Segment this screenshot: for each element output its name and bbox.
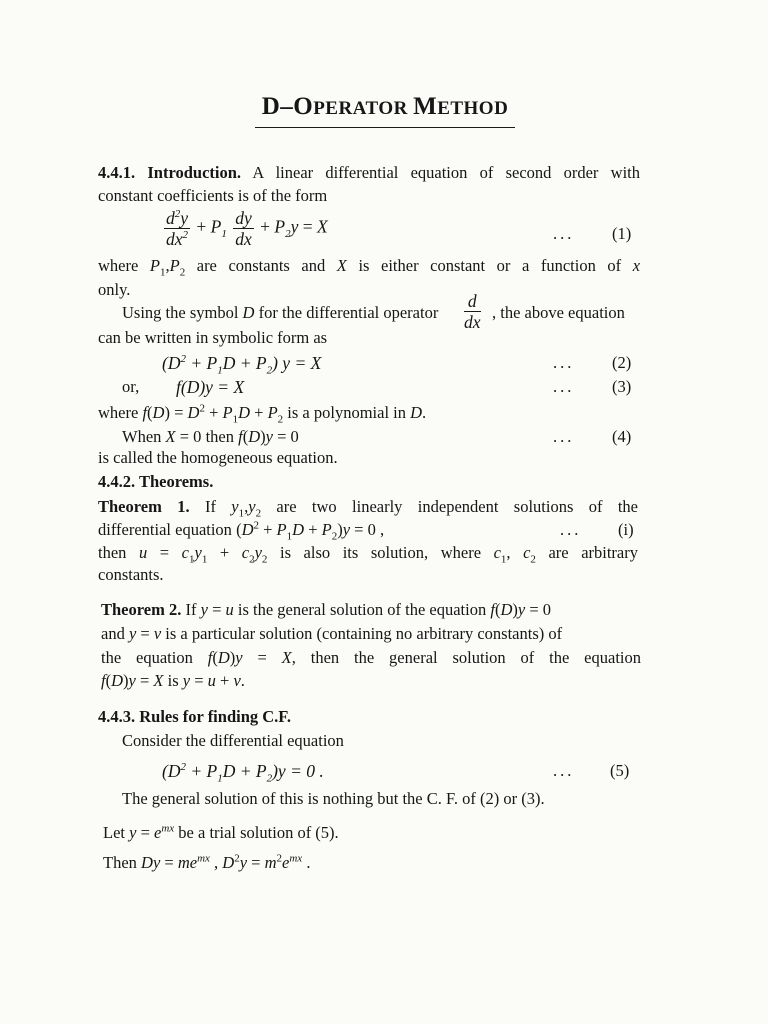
intro-line-1: 4.4.1. Introduction. A linear differential equation of second order with — [98, 163, 640, 182]
intro-only: only. — [98, 280, 131, 299]
theorem-2-line-2: and y = v is a particular solution (containing no arbitrary constants) of — [101, 624, 563, 643]
theorem-1-line-1: Theorem 1. If $y_1,y_2$ are two linearly independent solutions of the — [98, 497, 638, 520]
intro-symbolic: can be written in symbolic form as — [98, 328, 328, 347]
theorem-2-line-1: Theorem 2. If y = u is the general solution of the equation f(D)y = 0 — [101, 600, 552, 619]
intro-using-tail: , the above equation — [492, 303, 625, 322]
theorem-1-line-3: then $u = c_1y_1 + c_2y_2$ is also its solution, where $c_1$, $c_2$ are arbitrary — [98, 543, 638, 566]
intro-line-3: where $P_1,P_2$ are constants and X is either constant or a function of x — [98, 256, 641, 279]
dots-2: ... — [553, 353, 575, 372]
intro-line-2: constant coefficients is of the form — [98, 186, 328, 205]
dots-3: ... — [553, 377, 575, 396]
rules-then-line: Then $Dy = me^{mx}$ , $D^2y = m^2e^{mx}$ . — [103, 852, 311, 872]
equation-3: f(D)y = X — [176, 377, 245, 397]
section-heading-intro: 4.4.1. Introduction. — [98, 163, 242, 182]
rules-consider: Consider the differential equation — [122, 731, 344, 750]
dots-1: ... — [553, 224, 575, 243]
intro-using-line: Using the symbol D for the differential operator — [122, 303, 439, 322]
section-heading-rules: 4.4.3. Rules for finding C.F. — [98, 707, 291, 726]
dots-i: ... — [560, 520, 582, 539]
equation-1: $\frac{d^2y}{dx^2}$ + $P_1$ $\frac{dy}{dx}$ + $P_2y = X$ — [166, 208, 328, 249]
section-heading-theorems: 4.4.2. Theorems. — [98, 472, 214, 491]
equation-2: $(D^2 + P_1D + P_2) y = X$ — [162, 353, 322, 377]
equation-5-label: (5) — [610, 761, 630, 780]
page-title — [255, 92, 515, 128]
theorem-1-line-4: constants. — [98, 565, 164, 584]
title-part2: ETHOD — [437, 98, 509, 119]
title-part1: PERATOR — [313, 98, 414, 119]
title-prefix: D–O — [261, 93, 314, 120]
equation-i-label: (i) — [618, 520, 634, 539]
operator-fraction: $\frac{d}{dx}$ — [464, 291, 481, 332]
title-cap2: M — [413, 93, 438, 120]
equation-3-label: (3) — [612, 377, 632, 396]
theorem-2-line-3: the equation f(D)y = X, then the general solution of the equation — [101, 648, 641, 667]
equation-5: $(D^2 + P_1D + P_2)y = 0$ . — [162, 761, 324, 785]
or-label: or, — [122, 377, 140, 396]
intro-where-line: where $f(D) = D^2 + P_1D + P_2$ is a polynomial in D. — [98, 402, 427, 426]
dots-5: ... — [553, 761, 575, 780]
equation-2-label: (2) — [612, 353, 632, 372]
dots-4: ... — [553, 427, 575, 446]
equation-4-label: (4) — [612, 427, 632, 446]
rules-let-line: Let $y = e^{mx}$ be a trial solution of (5). — [103, 822, 339, 842]
theorem-1-line-2: differential equation $(D^2 + P_1D + P_2)y = 0$ , — [98, 519, 385, 543]
theorem-2-line-4: f(D)y = X is y = u + v. — [101, 671, 245, 690]
intro-when-line: When X = 0 then f(D)y = 0 — [122, 427, 299, 446]
intro-homog: is called the homogeneous equation. — [98, 448, 338, 467]
equation-1-label: (1) — [612, 224, 632, 243]
rules-general: The general solution of this is nothing but the C. F. of (2) or (3). — [122, 789, 545, 808]
